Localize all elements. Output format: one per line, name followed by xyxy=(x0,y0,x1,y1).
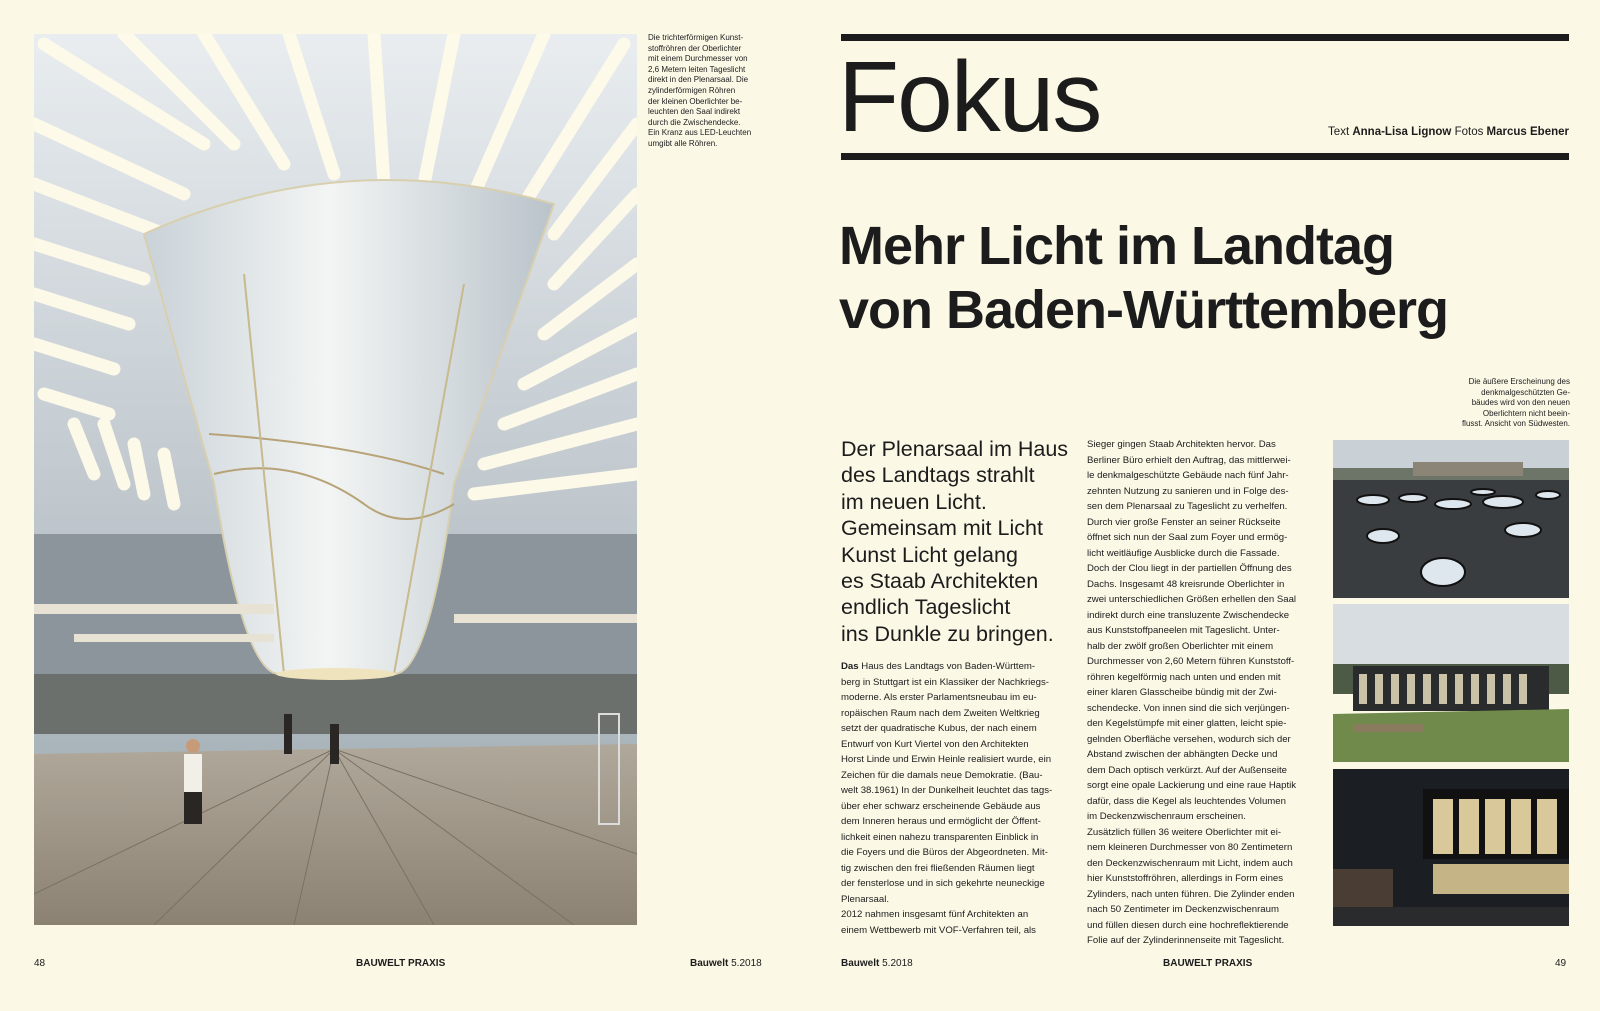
header-rule-top xyxy=(841,34,1569,41)
roof-skylights-illustration xyxy=(1333,440,1569,598)
left-page-number: 48 xyxy=(34,958,46,969)
left-photo-caption: Die trichterförmigen Kunst- stoffröhren der Oberlichter mit einem Durchmesser von 2,6 Metern leiten Tageslicht direkt in den Plenarsaal. Die zylinderförmigen Röhren der kleinen Oberlichter be- leuchten den Saal indirekt durch die Zwischendecke. Ein Kranz aus LED-Leuchten umgibt alle Röhren. xyxy=(648,33,752,148)
left-footer-magazine: Bauwelt xyxy=(690,958,729,969)
right-section-label: BAUWELT PRAXIS xyxy=(1163,958,1253,969)
right-footer-issue xyxy=(841,958,913,969)
credits-author: Anna-Lisa Lignow xyxy=(1352,126,1452,138)
headline-line-2: von Baden-Württemberg xyxy=(839,280,1449,340)
section-kicker: Fokus xyxy=(838,41,1101,153)
article-headline xyxy=(839,214,1579,342)
body-first-word: Das xyxy=(841,661,859,672)
body-column-1-text: Haus des Landtags von Baden-Württem- berg in Stuttgart ist ein Klassiker der Nachkriegs- moderne. Als erster Parlamentsneubau im eu- ropäischen Raum nach dem Zweiten Weltkrieg setzt der quadratische Kubus, der nach einem Entwurf von Kurt Viertel von den Architekten Horst Linde und Erwin Heinle realisiert wurde, ein Zeichen für die damals neue Demokratie. (Bau- welt 38.1961) In der Dunkelheit leuchtet das tags- über eher schwarz erscheinende Gebäude aus dem Inneren heraus und ermöglicht der Öffent- lichkeit einen nahezu transparenten Einblick in die Foyers und die Büros der Abgeordneten. Mit- tig zwischen den frei fließenden Räumen liegt der fensterlose und in sich gekehrte neuneckige Plenarsaal. 2012 nahmen insgesamt fünf Architekten an einem Wettbewerb mit VOF-Verfahren teil, als xyxy=(841,661,1053,936)
right-photo-caption: Die äußere Erscheinung des denkmalgeschützten Ge- bäudes wird von den neuen Oberlichtern nicht beein- flusst. Ansicht von Südwesten. xyxy=(1461,377,1570,429)
photo-building-night xyxy=(1333,769,1569,926)
left-section-label: BAUWELT PRAXIS xyxy=(356,958,446,969)
building-southwest-illustration xyxy=(1333,604,1569,762)
right-page-number: 49 xyxy=(1555,958,1567,969)
body-column-1 xyxy=(841,659,1077,938)
credits-photo-label: Fotos xyxy=(1454,126,1484,138)
article-credits xyxy=(1328,126,1569,138)
building-night-illustration xyxy=(1333,769,1569,926)
body-column-2: Sieger gingen Staab Architekten hervor. Das Berliner Büro erhielt den Auftrag, das mittlerwei- le denkmalgeschützte Gebäude nach fünf Jahr- zehnten Nutzung zu sanieren und in Folge des- sen dem Plenarsaal zu Tageslicht zu verhelfen. Durch vier große Fenster an seiner Rückseite öffnet sich nun der Saal zum Foyer und ermög- licht weitläufige Ausblicke durch die Fassade. Doch der Clou liegt in der partiellen Öffnung des Dachs. Insgesamt 48 kreisrunde Oberlichter in zwei unterschiedlichen Größen erhellen den Saal indirekt durch eine transluzente Zwischendecke aus Kunststoffpaneelen mit Tageslicht. Unter- halb der zwölf großen Oberlichter mit einem Durchmesser von 2,60 Metern führen Kunststoff- röhren kegelförmig nach unten und enden mit einer klaren Glasscheibe bündig mit der Zwi- schendecke. Von innen sind die sich verjüngen- den Kegelstümpfe mit einer glatten, leicht spie- gelnden Oberfläche versehen, wodurch sich der Abstand zwischen der abhängten Decke und dem Dach optisch verkürzt. Auf der Außenseite sorgt eine opale Lackierung und eine raue Haptik dafür, dass die Kegel als leuchtendes Volumen im Deckenzwischenraum erscheinen. Zusätzlich füllen 36 weitere Oberlichter mit ei- nem kleineren Durchmesser von 80 Zentimetern den Deckenzwischenraum mit Licht, indem auch hier Kunststoffröhren, allerdings in Form eines Zylinders, nach unten führen. Die Zylinder enden nach 50 Zentimeter im Deckenzwischenraum und füllen diesen durch eine hochreflektierende Folie auf der Zylinderinnenseite mit Tageslicht. xyxy=(1087,439,1297,946)
credits-photographer: Marcus Ebener xyxy=(1486,126,1569,138)
plenary-hall-illustration xyxy=(34,34,637,925)
credits-text-label: Text xyxy=(1328,126,1350,138)
article-lead: Der Plenarsaal im Haus des Landtags strahlt im neuen Licht. Gemeinsam mit Licht Kunst Licht gelang es Staab Architekten endlich Tageslicht ins Dunkle zu bringen. xyxy=(841,437,1069,646)
photo-roof-skylights xyxy=(1333,440,1569,598)
photo-building-southwest xyxy=(1333,604,1569,762)
left-footer-issue xyxy=(690,958,762,969)
right-footer-magazine: Bauwelt xyxy=(841,958,880,969)
left-footer-issue-number: 5.2018 xyxy=(731,958,762,969)
headline-line-1: Mehr Licht im Landtag xyxy=(839,216,1395,276)
header-rule-bottom xyxy=(841,153,1569,160)
right-footer-issue-number: 5.2018 xyxy=(882,958,913,969)
main-photo-plenary-hall xyxy=(34,34,637,925)
